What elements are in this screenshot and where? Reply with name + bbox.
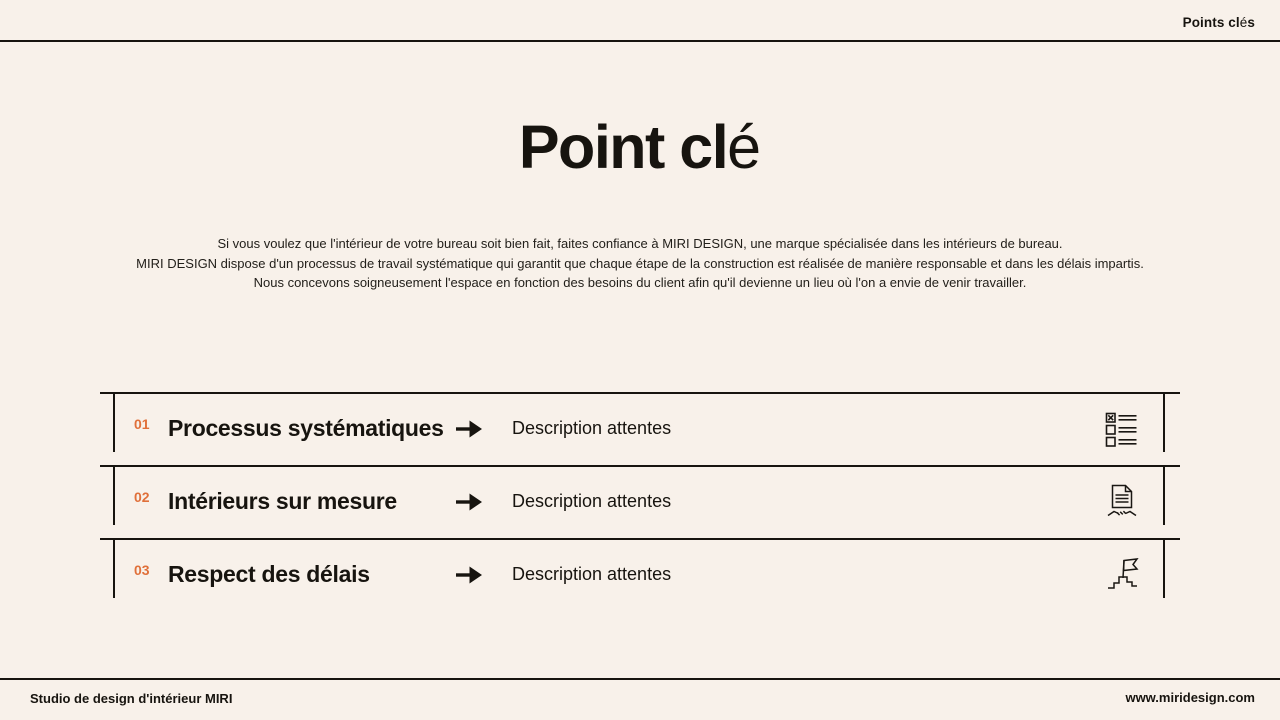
row-right-tick	[1163, 465, 1165, 525]
header-divider	[0, 40, 1280, 42]
kicker-text-bold: Points cl	[1182, 15, 1240, 30]
item-description: Description attentes	[512, 418, 672, 438]
page-title	[0, 110, 1280, 184]
arrow-right-icon	[455, 419, 512, 439]
title-light: é	[727, 113, 762, 181]
row-left-tick	[113, 465, 115, 525]
intro-line-3: Nous concevons soigneusement l'espace en fonction des besoins du client afin qu'il devienne un lieu où l'on a envie de venir travailler.	[253, 275, 1027, 290]
arrow-right-icon	[455, 492, 512, 512]
title-bold: Point cl	[518, 113, 728, 181]
row-right-tick	[1163, 538, 1165, 598]
footer-website: www.miridesign.com	[1125, 690, 1255, 705]
arrow-right-icon	[455, 565, 512, 585]
checklist-icon	[1104, 411, 1140, 447]
item-number: 03	[134, 561, 150, 578]
item-description: Description attentes	[512, 491, 672, 511]
item-title: Intérieurs sur mesure	[168, 488, 397, 514]
row-left-tick	[113, 392, 115, 452]
milestone-flag-icon	[1104, 557, 1140, 593]
item-title: Processus systématiques	[168, 415, 444, 441]
item-number: 02	[134, 488, 150, 505]
key-points-list	[100, 392, 1180, 611]
item-number: 01	[134, 415, 150, 432]
footer-studio-label: Studio de design d'intérieur MIRI	[30, 691, 233, 706]
row-top-line	[100, 465, 1180, 467]
row-top-line	[100, 538, 1180, 540]
list-item	[100, 538, 1180, 611]
item-description: Description attentes	[512, 564, 672, 584]
intro-line-1: Si vous voulez que l'intérieur de votre bureau soit bien fait, faites confiance à MIRI DESIGN, une marque spécialisée dans les intérieurs de bureau.	[217, 236, 1063, 251]
row-top-line	[100, 392, 1180, 394]
row-left-tick	[113, 538, 115, 598]
footer-divider	[0, 678, 1280, 680]
page-kicker	[1183, 15, 1255, 30]
intro-paragraph	[40, 234, 1240, 293]
kicker-text-bold-2: s	[1247, 15, 1255, 30]
item-title: Respect des délais	[168, 561, 370, 587]
contract-handshake-icon	[1104, 484, 1140, 520]
list-item	[100, 465, 1180, 538]
list-item	[100, 392, 1180, 465]
row-right-tick	[1163, 392, 1165, 452]
kicker-text-light: é	[1239, 15, 1248, 30]
intro-line-2: MIRI DESIGN dispose d'un processus de travail systématique qui garantit que chaque étape de la construction est réalisée de manière responsable et dans les délais impartis.	[136, 255, 1144, 271]
